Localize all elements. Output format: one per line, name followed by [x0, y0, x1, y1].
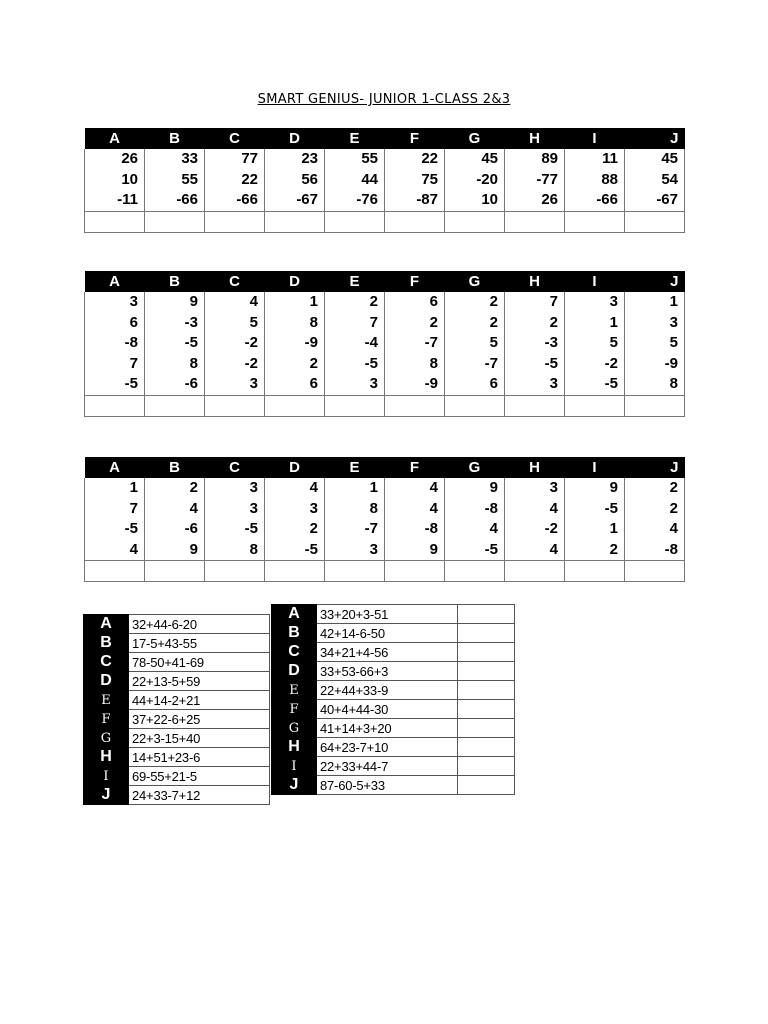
column-values	[565, 292, 625, 395]
answer-row	[85, 211, 685, 232]
answer-cell[interactable]	[458, 738, 515, 757]
expression-row	[84, 615, 270, 634]
number-cell: -3	[544, 334, 558, 351]
number-cell: 2	[489, 293, 498, 310]
number-cell: 8	[669, 375, 678, 392]
expression-cell: 37+22-6+25	[129, 710, 270, 729]
expression-row	[272, 605, 515, 624]
expression-row	[272, 643, 515, 662]
column-header: D	[265, 128, 325, 149]
answer-cell[interactable]	[265, 395, 325, 416]
number-cell: 8	[189, 354, 198, 372]
column-header: J	[625, 271, 685, 292]
number-cell: -8	[664, 540, 678, 558]
answer-cell[interactable]	[145, 395, 205, 416]
number-cell: 7	[129, 499, 138, 517]
number-cell: 45	[661, 150, 678, 167]
column-values	[145, 478, 205, 561]
expression-row	[84, 748, 270, 767]
column-header: F	[385, 271, 445, 292]
row-label: G	[272, 719, 317, 738]
number-cell: 3	[549, 375, 558, 392]
column-values	[625, 478, 685, 561]
number-cell: 2	[609, 540, 618, 558]
row-label: I	[272, 757, 317, 776]
number-cell: -5	[604, 499, 618, 517]
number-cell: -9	[304, 334, 318, 351]
row-label: G	[84, 729, 129, 748]
row-label: H	[272, 738, 317, 757]
column-values	[445, 149, 505, 211]
answer-cell[interactable]	[325, 561, 385, 582]
expression-row	[84, 767, 270, 786]
number-cell: 4	[669, 520, 678, 537]
number-cell: 56	[301, 170, 318, 188]
column-values	[85, 149, 145, 211]
answer-cell[interactable]	[445, 211, 505, 232]
number-cell: 10	[481, 191, 498, 208]
number-cell: 75	[421, 170, 438, 188]
column-header: C	[205, 457, 265, 478]
column-header: C	[205, 271, 265, 292]
column-header: F	[385, 457, 445, 478]
answer-cell[interactable]	[458, 776, 515, 795]
number-cell: 23	[301, 150, 318, 167]
expression-row	[84, 672, 270, 691]
number-cell: -3	[184, 313, 198, 331]
row-label: A	[84, 615, 129, 634]
number-cell: -9	[424, 375, 438, 392]
answer-cell[interactable]	[205, 561, 265, 582]
number-cell: 2	[369, 293, 378, 310]
column-values	[145, 292, 205, 395]
column-header: G	[445, 271, 505, 292]
expression-cell: 22+13-5+59	[129, 672, 270, 691]
header-row	[85, 457, 685, 478]
number-cell: 2	[429, 313, 438, 331]
number-cell: 7	[369, 313, 378, 331]
column-header: J	[625, 457, 685, 478]
row-label: A	[272, 605, 317, 624]
expression-cell: 33+53-66+3	[317, 662, 458, 681]
expression-cell: 42+14-6-50	[317, 624, 458, 643]
column-values	[265, 478, 325, 561]
number-cell: 9	[189, 293, 198, 310]
expression-table-right	[271, 604, 515, 795]
number-cell: 6	[489, 375, 498, 392]
number-cell: 7	[129, 354, 138, 372]
number-cell: -66	[236, 191, 258, 208]
column-values	[625, 292, 685, 395]
number-cell: 26	[121, 150, 138, 167]
column-values	[145, 149, 205, 211]
column-header: B	[145, 457, 205, 478]
number-cell: 8	[369, 499, 378, 517]
expression-cell: 78-50+41-69	[129, 653, 270, 672]
answer-cell[interactable]	[325, 395, 385, 416]
number-cell: -76	[356, 191, 378, 208]
header-row	[85, 271, 685, 292]
expression-cell: 69-55+21-5	[129, 767, 270, 786]
row-label: C	[84, 653, 129, 672]
number-cell: 8	[429, 354, 438, 372]
number-cell: 9	[429, 540, 438, 558]
number-cell: 1	[369, 479, 378, 496]
expression-table-left	[83, 614, 270, 805]
number-cell: 8	[249, 540, 258, 558]
number-cell: -9	[664, 354, 678, 372]
answer-cell[interactable]	[325, 211, 385, 232]
number-cell: -8	[424, 520, 438, 537]
column-values	[505, 149, 565, 211]
column-values	[85, 478, 145, 561]
expression-cell: 40+4+44-30	[317, 700, 458, 719]
column-header: I	[565, 457, 625, 478]
number-cell: -11	[117, 191, 138, 208]
column-header: G	[445, 128, 505, 149]
expression-row	[272, 757, 515, 776]
answer-cell[interactable]	[385, 211, 445, 232]
answer-cell[interactable]	[85, 561, 145, 582]
number-cell: -5	[184, 334, 198, 351]
column-values	[265, 149, 325, 211]
number-cell: -5	[304, 540, 318, 558]
number-cell: 3	[609, 293, 618, 310]
column-values	[505, 292, 565, 395]
number-cell: -2	[244, 354, 258, 372]
column-values	[205, 478, 265, 561]
answer-cell[interactable]	[265, 211, 325, 232]
row-label: J	[84, 786, 129, 805]
expression-cell: 17-5+43-55	[129, 634, 270, 653]
expression-row	[272, 681, 515, 700]
column-header: C	[205, 128, 265, 149]
number-cell: 3	[249, 479, 258, 496]
number-cell: 1	[309, 293, 318, 310]
column-values	[505, 478, 565, 561]
number-cell: 4	[249, 293, 258, 310]
column-header: G	[445, 457, 505, 478]
number-cell: 44	[361, 170, 378, 188]
number-cell: 33	[181, 150, 198, 167]
answer-cell[interactable]	[458, 719, 515, 738]
number-cell: 2	[669, 499, 678, 517]
number-cell: 10	[121, 170, 138, 188]
answer-cell[interactable]	[458, 757, 515, 776]
expression-row	[84, 786, 270, 805]
number-cell: 2	[189, 479, 198, 496]
column-header: H	[505, 271, 565, 292]
column-header: I	[565, 128, 625, 149]
expression-cell: 41+14+3+20	[317, 719, 458, 738]
number-cell: 88	[601, 170, 618, 188]
column-values	[325, 292, 385, 395]
number-cell: 2	[309, 354, 318, 372]
number-cell: 22	[421, 150, 438, 167]
row-label: D	[272, 662, 317, 681]
column-header: J	[625, 128, 685, 149]
values-row	[85, 478, 685, 561]
column-header: F	[385, 128, 445, 149]
number-cell: 5	[489, 334, 498, 351]
column-sum-table-2	[84, 271, 685, 417]
answer-row	[85, 561, 685, 582]
column-header: I	[565, 271, 625, 292]
expression-row	[272, 700, 515, 719]
column-values	[205, 149, 265, 211]
number-cell: -66	[176, 191, 198, 208]
number-cell: 8	[309, 313, 318, 331]
expression-cell: 24+33-7+12	[129, 786, 270, 805]
row-label: C	[272, 643, 317, 662]
answer-cell[interactable]	[445, 561, 505, 582]
answer-cell[interactable]	[458, 662, 515, 681]
number-cell: 55	[361, 150, 378, 167]
number-cell: 45	[481, 150, 498, 167]
values-row	[85, 292, 685, 395]
number-cell: 5	[669, 334, 678, 351]
expression-row	[84, 634, 270, 653]
number-cell: 9	[609, 479, 618, 496]
number-cell: 4	[309, 479, 318, 496]
row-label: I	[84, 767, 129, 786]
number-cell: -5	[604, 375, 618, 392]
expression-row	[84, 710, 270, 729]
answer-cell[interactable]	[458, 700, 515, 719]
answer-cell[interactable]	[505, 561, 565, 582]
answer-cell[interactable]	[458, 605, 515, 624]
expression-row	[272, 624, 515, 643]
expression-cell: 34+21+4-56	[317, 643, 458, 662]
number-cell: 2	[549, 313, 558, 331]
column-values	[565, 478, 625, 561]
number-cell: -2	[544, 520, 558, 537]
answer-cell[interactable]	[385, 395, 445, 416]
column-header: E	[325, 128, 385, 149]
number-cell: -5	[364, 354, 378, 372]
number-cell: 3	[249, 375, 258, 392]
expression-row	[84, 729, 270, 748]
number-cell: 5	[249, 313, 258, 331]
row-label: E	[84, 691, 129, 710]
number-cell: 3	[129, 293, 138, 310]
number-cell: -67	[656, 191, 678, 208]
column-values	[265, 292, 325, 395]
expression-row	[272, 776, 515, 795]
column-header: D	[265, 271, 325, 292]
column-header: E	[325, 457, 385, 478]
column-values	[565, 149, 625, 211]
column-values	[445, 478, 505, 561]
number-cell: -2	[244, 334, 258, 351]
number-cell: -8	[484, 499, 498, 517]
expression-cell: 14+51+23-6	[129, 748, 270, 767]
number-cell: 26	[541, 191, 558, 208]
column-header: H	[505, 457, 565, 478]
column-values	[85, 292, 145, 395]
number-cell: 89	[541, 150, 558, 167]
answer-cell[interactable]	[445, 395, 505, 416]
answer-cell[interactable]	[85, 395, 145, 416]
row-label: J	[272, 776, 317, 795]
column-values	[325, 149, 385, 211]
number-cell: -7	[424, 334, 438, 351]
expression-cell: 22+33+44-7	[317, 757, 458, 776]
expression-row	[272, 738, 515, 757]
column-sum-table-3	[84, 457, 685, 582]
number-cell: 4	[129, 540, 138, 558]
answer-cell[interactable]	[85, 211, 145, 232]
number-cell: -66	[596, 191, 618, 208]
answer-cell[interactable]	[565, 211, 625, 232]
number-cell: 9	[189, 540, 198, 558]
number-cell: 7	[549, 293, 558, 310]
number-cell: 6	[129, 313, 138, 331]
number-cell: -5	[244, 520, 258, 537]
column-sum-table-1	[84, 128, 685, 233]
expression-row	[84, 691, 270, 710]
number-cell: -5	[484, 540, 498, 558]
number-cell: 2	[309, 520, 318, 537]
answer-cell[interactable]	[565, 395, 625, 416]
expression-cell: 87-60-5+33	[317, 776, 458, 795]
column-header: A	[85, 128, 145, 149]
row-label: D	[84, 672, 129, 691]
number-cell: 22	[241, 170, 258, 188]
column-header: H	[505, 128, 565, 149]
answer-row	[85, 395, 685, 416]
number-cell: 4	[549, 499, 558, 517]
column-header: E	[325, 271, 385, 292]
answer-cell[interactable]	[145, 561, 205, 582]
number-cell: 4	[189, 499, 198, 517]
number-cell: 4	[549, 540, 558, 558]
page-title: SMART GENIUS- JUNIOR 1-CLASS 2&3	[257, 92, 511, 107]
expression-cell: 22+44+33-9	[317, 681, 458, 700]
expression-row	[272, 662, 515, 681]
number-cell: -5	[544, 354, 558, 372]
row-label: B	[272, 624, 317, 643]
column-values	[385, 478, 445, 561]
number-cell: 3	[549, 479, 558, 496]
row-label: F	[272, 700, 317, 719]
column-values	[385, 149, 445, 211]
row-label: E	[272, 681, 317, 700]
expression-cell: 44+14-2+21	[129, 691, 270, 710]
number-cell: 3	[369, 540, 378, 558]
column-values	[625, 149, 685, 211]
row-label: F	[84, 710, 129, 729]
answer-cell[interactable]	[458, 681, 515, 700]
column-header: A	[85, 271, 145, 292]
number-cell: 1	[129, 479, 138, 496]
number-cell: 9	[489, 479, 498, 496]
number-cell: -87	[416, 191, 438, 208]
number-cell: -6	[184, 520, 198, 537]
answer-cell[interactable]	[385, 561, 445, 582]
number-cell: 1	[609, 520, 618, 537]
header-row	[85, 128, 685, 149]
number-cell: -67	[296, 191, 318, 208]
expression-cell: 32+44-6-20	[129, 615, 270, 634]
number-cell: 54	[661, 170, 678, 188]
expression-row	[272, 719, 515, 738]
number-cell: 3	[309, 499, 318, 517]
number-cell: 6	[429, 293, 438, 310]
answer-cell[interactable]	[145, 211, 205, 232]
number-cell: 1	[609, 313, 618, 331]
number-cell: 1	[669, 293, 678, 310]
answer-cell[interactable]	[265, 561, 325, 582]
expression-cell: 33+20+3-51	[317, 605, 458, 624]
answer-cell[interactable]	[205, 395, 265, 416]
column-values	[205, 292, 265, 395]
values-row	[85, 149, 685, 211]
number-cell: 2	[489, 313, 498, 331]
number-cell: -5	[124, 520, 138, 537]
row-label: H	[84, 748, 129, 767]
number-cell: -7	[484, 354, 498, 372]
answer-cell[interactable]	[625, 561, 685, 582]
number-cell: 77	[241, 150, 258, 167]
number-cell: 6	[309, 375, 318, 392]
number-cell: -7	[364, 520, 378, 537]
number-cell: -2	[604, 354, 618, 372]
number-cell: 2	[669, 479, 678, 496]
answer-cell[interactable]	[458, 624, 515, 643]
answer-cell[interactable]	[505, 211, 565, 232]
answer-cell[interactable]	[625, 395, 685, 416]
number-cell: -8	[124, 334, 138, 351]
number-cell: 11	[602, 150, 618, 167]
column-values	[445, 292, 505, 395]
number-cell: 4	[429, 479, 438, 496]
number-cell: -20	[476, 170, 498, 188]
number-cell: -77	[536, 170, 558, 188]
number-cell: 5	[609, 334, 618, 351]
number-cell: -4	[364, 334, 378, 351]
number-cell: 3	[669, 313, 678, 331]
number-cell: 3	[369, 375, 378, 392]
number-cell: -6	[184, 375, 198, 392]
answer-cell[interactable]	[505, 395, 565, 416]
number-cell: 4	[429, 499, 438, 517]
column-header: D	[265, 457, 325, 478]
number-cell: 4	[489, 520, 498, 537]
column-values	[325, 478, 385, 561]
answer-cell[interactable]	[625, 211, 685, 232]
answer-cell[interactable]	[565, 561, 625, 582]
number-cell: -5	[124, 375, 138, 392]
answer-cell[interactable]	[458, 643, 515, 662]
row-label: B	[84, 634, 129, 653]
column-header: A	[85, 457, 145, 478]
number-cell: 55	[181, 170, 198, 188]
answer-cell[interactable]	[205, 211, 265, 232]
expression-row	[84, 653, 270, 672]
column-header: B	[145, 128, 205, 149]
expression-cell: 64+23-7+10	[317, 738, 458, 757]
number-cell: 3	[249, 499, 258, 517]
expression-cell: 22+3-15+40	[129, 729, 270, 748]
column-header: B	[145, 271, 205, 292]
column-values	[385, 292, 445, 395]
